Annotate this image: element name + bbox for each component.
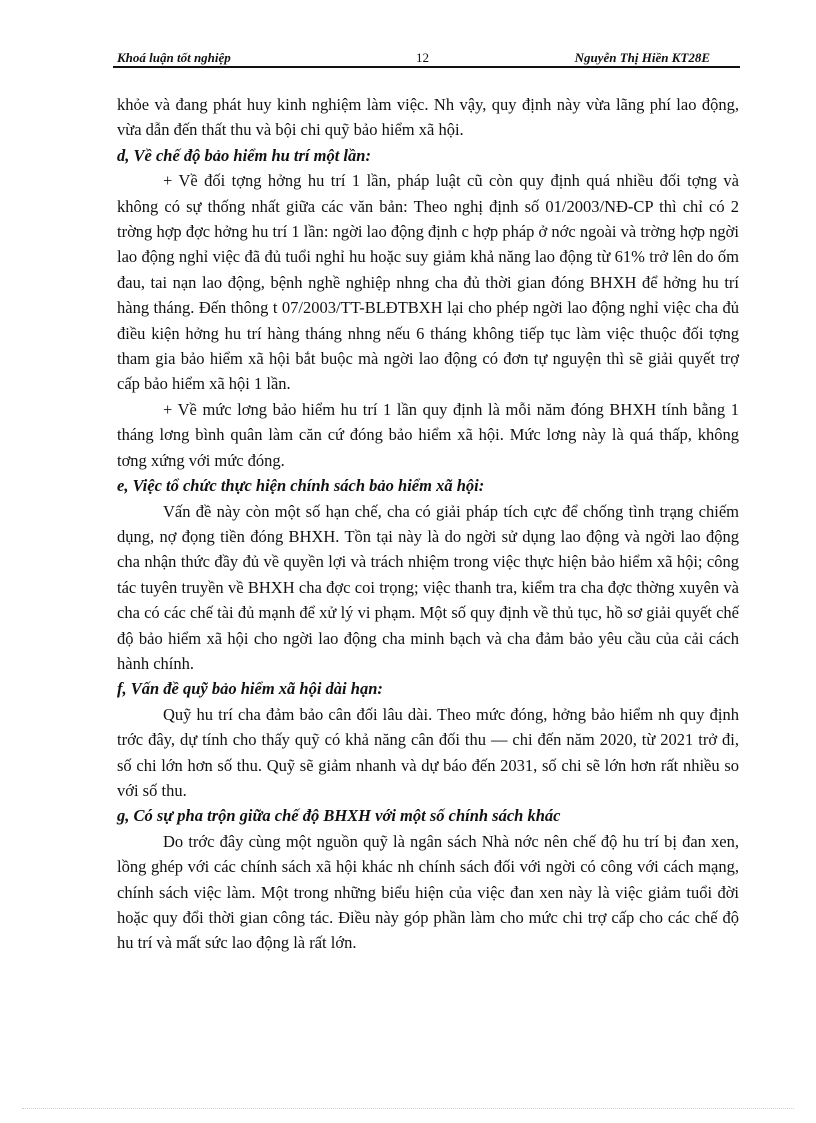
paragraph-f: Quỹ hu trí cha đảm bảo cân đối lâu dài. Theo mức đóng, hởng bảo hiểm nh quy định trớc đây, dự tính cho thấy quỹ có khả năng cân đối thu — chi đến năm 2020, từ 2021 trở đi, số chi lớn hơn số thu. Quỹ sẽ giảm nhanh và dự báo đến 2031, số chi sẽ lớn hơn rất nhiều so với số thu. — [117, 704, 739, 800]
heading-section-d: d, Về chế độ bảo hiểm hu trí một lần: — [117, 145, 371, 165]
header-author: Nguyễn Thị Hiền KT28E — [574, 50, 710, 65]
paragraph-e: Vấn đề này còn một số hạn chế, cha có giải pháp tích cực để chống tình trạng chiếm dụng, nợ đọng tiền đóng BHXH. Tồn tại này là do ngời sử dụng lao động và ngời lao động cha nhận thức đầy đủ về quyền lợi và trách nhiệm trong việc thực hiện bảo hiểm xã hội; công tác tuyên truyền về BHXH cha đợc coi trọng; việc thanh tra, kiểm tra cha đợc thờng xuyên và cha có các chế tài đủ mạnh để xử lý vi phạm. Một số quy định về thủ tục, hồ sơ giải quyết chế độ bảo hiểm xã hội cho ngời lao động cha minh bạch và cha đảm bảo yêu cầu của cải cách hành chính. — [117, 501, 739, 673]
page-bottom-divider — [22, 1108, 794, 1109]
heading-section-f: f, Vấn đề quỹ bảo hiểm xã hội dài hạn: — [117, 679, 383, 699]
document-body — [117, 92, 739, 956]
heading-section-g: g, Có sự pha trộn giữa chế độ BHXH với một số chính sách khác — [117, 806, 561, 826]
page-number: 12 — [416, 50, 429, 65]
paragraph-d-1: + Về đối tợng hởng hu trí 1 lần, pháp luật cũ còn quy định quá nhiều đối tợng và không có sự thống nhất giữa các văn bản: Theo nghị định số 01/2003/NĐ-CP thì chỉ có 2 trờng hợp đợc hởng hu trí 1 lần: ngời lao động định c hợp pháp ở nớc ngoài và trờng hợp ngời lao động nghỉ việc đã đủ tuổi nghỉ hu hoặc suy giảm khả năng lao động từ 61% trở lên do ốm đau, tai nạn lao động, bệnh nghề nghiệp nhng cha đủ thời gian đóng BHXH để hởng hu trí hàng tháng. Đến thông t 07/2003/TT-BLĐTBXH lại cho phép ngời lao động nghỉ việc cha đủ điều kiện hởng hu trí hàng tháng nhng nếu 6 tháng không tiếp tục làm việc thuộc đối tợng tham gia bảo hiểm xã hội bắt buộc mà ngời lao động có đơn tự nguyện thì sẽ giải quyết trợ cấp bảo hiểm xã hội 1 lần. — [117, 171, 739, 394]
paragraph-g: Do trớc đây cùng một nguồn quỹ là ngân sách Nhà nớc nên chế độ hu trí bị đan xen, lồng ghép với các chính sách xã hội khác nh chính sách đối với ngời có công với cách mạng, chính sách việc làm. Một trong những biểu hiện của việc đan xen này là việc giảm tuổi đời hoặc quy đổi thời gian công tác. Điều này góp phần làm cho mức chi trợ cấp cho các chế độ hu trí và mất sức lao động là rất lớn. — [117, 831, 739, 953]
paragraph-intro: khỏe và đang phát huy kinh nghiệm làm việc. Nh vậy, quy định này vừa lãng phí lao động, vừa dẫn đến thất thu và bội chi quỹ bảo hiểm xã hội. — [117, 95, 739, 140]
paragraph-d-2: + Về mức lơng bảo hiểm hu trí 1 lần quy định là mỗi năm đóng BHXH tính bằng 1 tháng lơng bình quân làm căn cứ đóng bảo hiểm xã hội. Mức lơng này là quá thấp, không tơng xứng với mức đóng. — [117, 399, 739, 470]
page-header — [113, 50, 740, 68]
heading-section-e: e, Việc tổ chức thực hiện chính sách bảo hiểm xã hội: — [117, 476, 485, 496]
header-thesis-label: Khoá luận tốt nghiệp — [117, 50, 231, 65]
